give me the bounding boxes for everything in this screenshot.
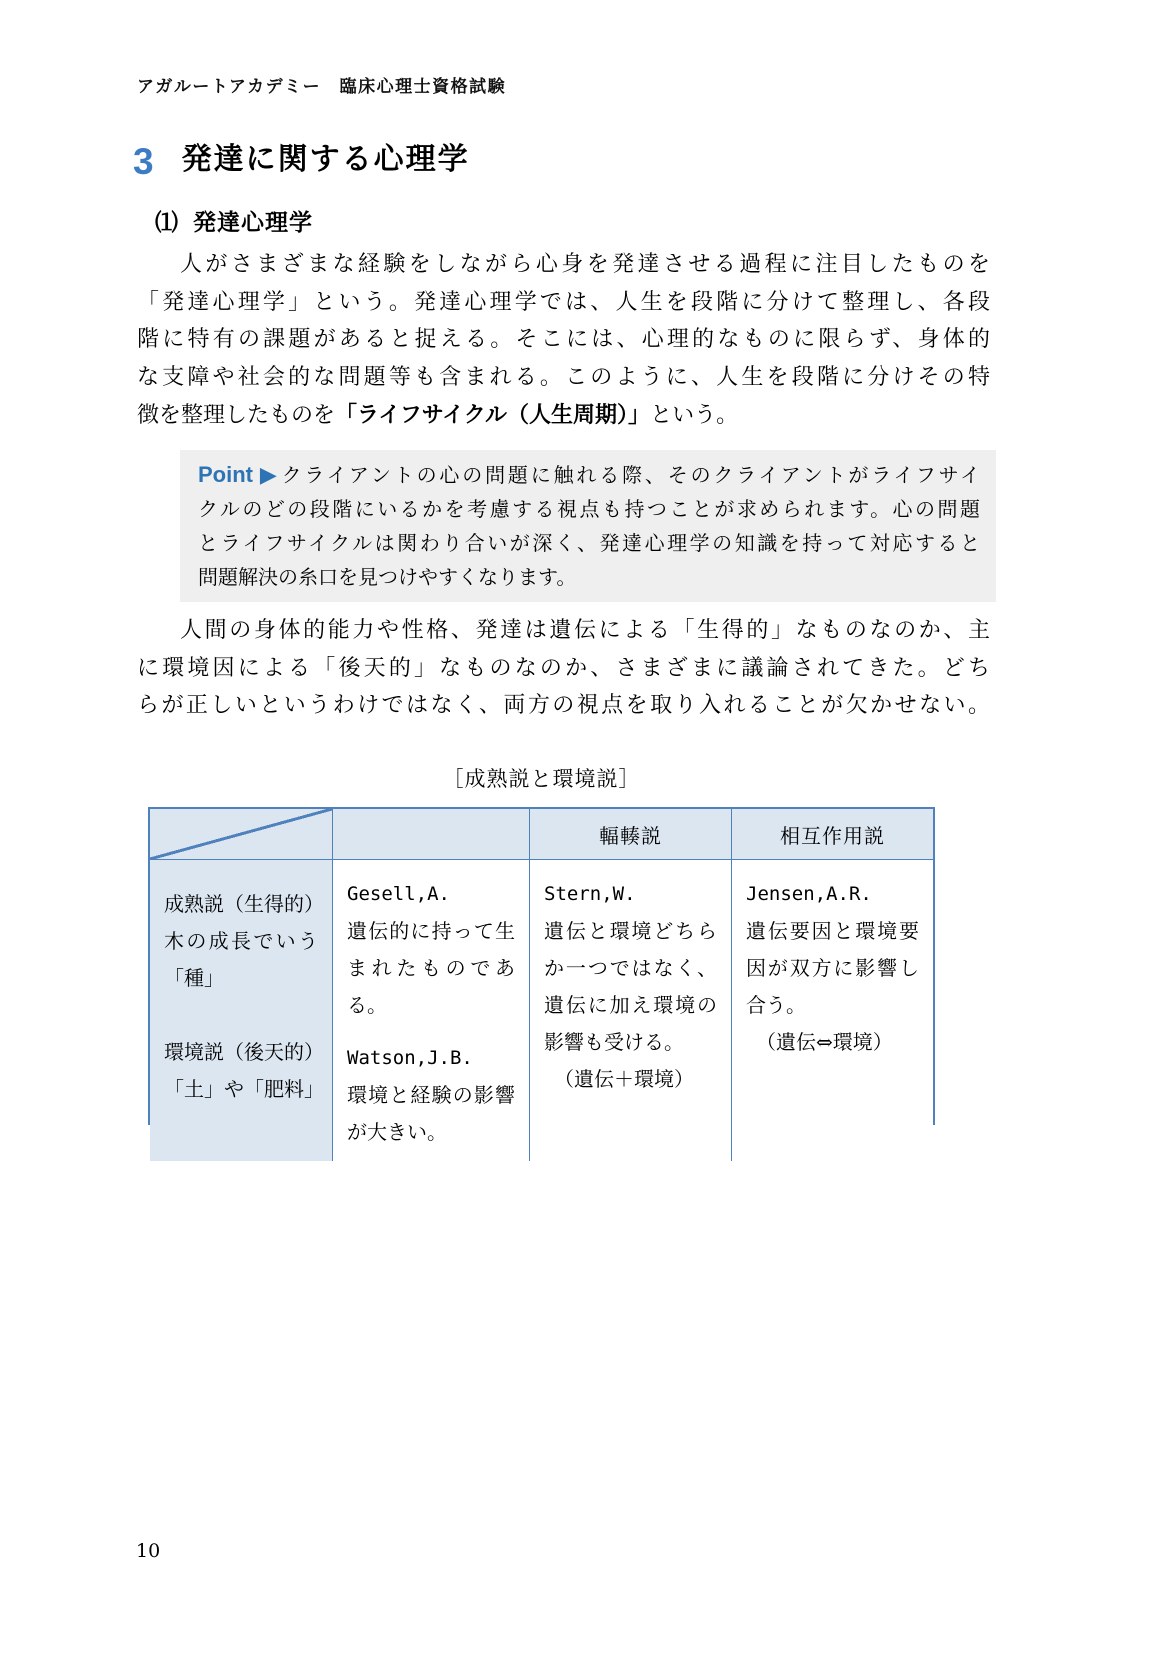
text-line: 階に特有の課題があると捉える。そこには、心理的なものに限らず、身体的 xyxy=(137,327,990,352)
scholar-name: Jensen,A.R. xyxy=(746,883,872,905)
page-number: 10 xyxy=(136,1540,161,1562)
subsection-number: ⑴ xyxy=(155,209,179,235)
scholar-name: Gesell,A. xyxy=(347,883,450,905)
section-number: 3 xyxy=(133,141,154,182)
text-line: 人間の身体的能力や性格、発達は遺伝による「生得的」なものなのか、主 xyxy=(180,618,990,643)
text-line: クルのどの段階にいるかを考慮する視点も持つことが求められます。心の問題 xyxy=(198,497,980,521)
running-header: アガルートアカデミー 臨床心理士資格試験 xyxy=(137,77,507,96)
text-line: 「発達心理学」という。発達心理学では、人生を段階に分けて整理し、各段 xyxy=(137,289,990,315)
table-header-empty xyxy=(332,809,529,859)
text-line: 合う。 xyxy=(746,993,806,1017)
text-line: が大きい。 xyxy=(347,1120,447,1144)
table-header-interaction: 相互作用説 xyxy=(731,809,933,859)
text-line: 成熟説（生得的） xyxy=(164,892,324,916)
table-caption: ［成熟説と環境説］ xyxy=(442,767,641,791)
paragraph-nature-nurture xyxy=(137,612,990,725)
text-line: 遺伝要因と環境要 xyxy=(746,919,919,943)
subsection-heading xyxy=(155,204,313,237)
section-title: 発達に関する心理学 xyxy=(181,142,470,176)
table-cell-maturation-environment xyxy=(332,859,529,1161)
bold-term-lifecycle: 「ライフサイクル（人生周期）」 xyxy=(335,402,651,427)
formula-line: （遺伝＋環境） xyxy=(554,1067,694,1091)
text-line: に環境因による「後天的」なものなのか、さまざまに議論されてきた。どち xyxy=(137,655,990,681)
maturation-environment-table xyxy=(148,807,935,1144)
paragraph-developmental-psychology xyxy=(137,246,990,434)
section-heading xyxy=(133,140,470,182)
subsection-title: 発達心理学 xyxy=(193,209,313,235)
line-prefix: 徴を整理したものを xyxy=(137,403,336,428)
text-line: 遺伝に加え環境の xyxy=(544,993,717,1017)
text-line: 問題解決の糸口を見つけやすくなります。 xyxy=(198,565,577,589)
table-cell-interaction xyxy=(731,859,933,1161)
scholar-name: Watson,J.B. xyxy=(347,1047,473,1069)
text-line xyxy=(198,458,980,492)
text-line: 人がさまざまな経験をしながら心身を発達させる過程に注目したものを xyxy=(180,252,990,277)
text-line: る。 xyxy=(347,993,387,1017)
line-suffix: という。 xyxy=(650,403,739,428)
text-line: 「土」や「肥料」 xyxy=(164,1077,324,1101)
text-line: 環境と経験の影響 xyxy=(347,1083,515,1107)
text-line: な支障や社会的な問題等も含まれる。このように、人生を段階に分けその特 xyxy=(137,364,990,390)
point-text: クライアントの心の問題に触れる際、そのクライアントがライフサイ xyxy=(281,463,980,487)
formula-line: （遺伝⇔環境） xyxy=(756,1030,893,1054)
text-line: か一つではなく、 xyxy=(544,956,717,980)
point-label: Point xyxy=(198,462,253,487)
table-cell-convergence xyxy=(529,859,731,1161)
point-arrow-icon: ▶ xyxy=(257,462,280,487)
table-header-convergence: 輻輳説 xyxy=(529,809,731,859)
text-line: 遺伝的に持って生 xyxy=(347,919,515,943)
text-line: 影響も受ける。 xyxy=(544,1030,684,1054)
table-row-label-cell xyxy=(150,859,332,1161)
scholar-name: Stern,W. xyxy=(544,883,636,905)
text-line: らが正しいというわけではなく、両方の視点を取り入れることが欠かせない。 xyxy=(137,693,990,718)
text-line: 木の成長でいう xyxy=(164,929,318,953)
text-line: 環境説（後天的） xyxy=(164,1040,324,1064)
text-line: とライフサイクルは関わり合いが深く、発達心理学の知識を持って対応すると xyxy=(198,531,980,555)
table-diagonal-cell xyxy=(150,809,332,859)
text-line: 「種」 xyxy=(164,966,224,990)
text-line: 遺伝と環境どちら xyxy=(544,919,717,943)
text-line xyxy=(137,396,990,434)
text-line: 因が双方に影響し xyxy=(746,956,919,980)
text-line: まれたものであ xyxy=(347,956,515,980)
point-callout-box xyxy=(180,450,996,602)
